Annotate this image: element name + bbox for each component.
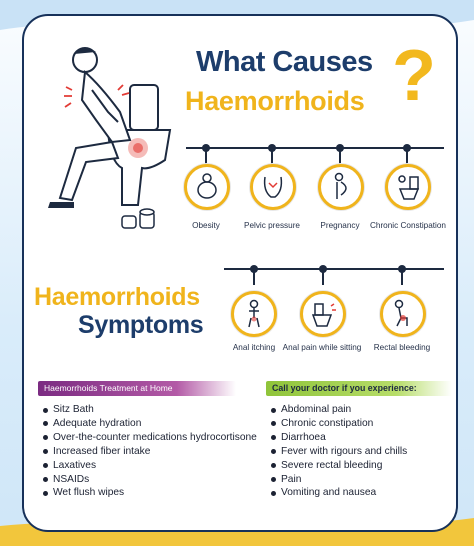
main-title-line2: Haemorrhoids bbox=[185, 86, 365, 116]
list-item: Severe rectal bleeding bbox=[270, 459, 407, 473]
toilet-constipation-icon bbox=[385, 164, 431, 210]
rectal-bleeding-icon bbox=[380, 291, 426, 337]
obese-person-icon bbox=[184, 164, 230, 210]
list-item: Wet flush wipes bbox=[42, 486, 257, 500]
timeline-tick bbox=[339, 150, 341, 164]
timeline-tick bbox=[322, 271, 324, 285]
list-item: Fever with rigours and chills bbox=[270, 445, 407, 459]
list-item: Diarrhoea bbox=[270, 431, 407, 445]
timeline-tick bbox=[406, 150, 408, 164]
timeline-tick bbox=[401, 271, 403, 285]
list-item: Increased fiber intake bbox=[42, 445, 257, 459]
treatment-header: Haemorrhoids Treatment at Home bbox=[38, 381, 236, 396]
main-title-line1: What Causes bbox=[196, 46, 373, 78]
toilet-pain-icon bbox=[300, 291, 346, 337]
symptoms-title-line1: Haemorrhoids bbox=[34, 283, 200, 311]
list-item: Adequate hydration bbox=[42, 417, 257, 431]
list-item: Abdominal pain bbox=[270, 403, 407, 417]
timeline-tick bbox=[253, 271, 255, 285]
cause-label-pregnancy: Pregnancy bbox=[320, 221, 360, 230]
doctor-list bbox=[270, 403, 407, 500]
cause-label-obesity: Obesity bbox=[192, 221, 220, 230]
man-on-toilet-illustration bbox=[30, 30, 180, 230]
timeline-tick bbox=[271, 150, 273, 164]
symptoms-title-line2: Symptoms bbox=[78, 311, 204, 339]
pregnant-woman-icon bbox=[318, 164, 364, 210]
list-item: Pain bbox=[270, 473, 407, 487]
list-item: Vomiting and nausea bbox=[270, 486, 407, 500]
question-mark-icon: ? bbox=[392, 36, 436, 116]
list-item: NSAIDs bbox=[42, 473, 257, 487]
treatment-list bbox=[42, 403, 257, 500]
itching-person-icon bbox=[231, 291, 277, 337]
symptom-label-anal-pain: Anal pain while sitting bbox=[282, 343, 362, 352]
list-item: Over-the-counter medications hydrocortisone bbox=[42, 431, 257, 445]
pelvic-pressure-icon bbox=[250, 164, 296, 210]
timeline-tick bbox=[205, 150, 207, 164]
cause-label-pelvic-pressure: Pelvic pressure bbox=[244, 221, 300, 230]
list-item: Sitz Bath bbox=[42, 403, 257, 417]
symptom-label-anal-itching: Anal itching bbox=[232, 343, 276, 352]
symptom-label-rectal-bleeding: Rectal bleeding bbox=[373, 343, 431, 352]
cause-label-chronic-constipation: Chronic Constipation bbox=[369, 221, 446, 230]
list-item: Laxatives bbox=[42, 459, 257, 473]
doctor-header: Call your doctor if you experience: bbox=[266, 381, 452, 396]
list-item: Chronic constipation bbox=[270, 417, 407, 431]
